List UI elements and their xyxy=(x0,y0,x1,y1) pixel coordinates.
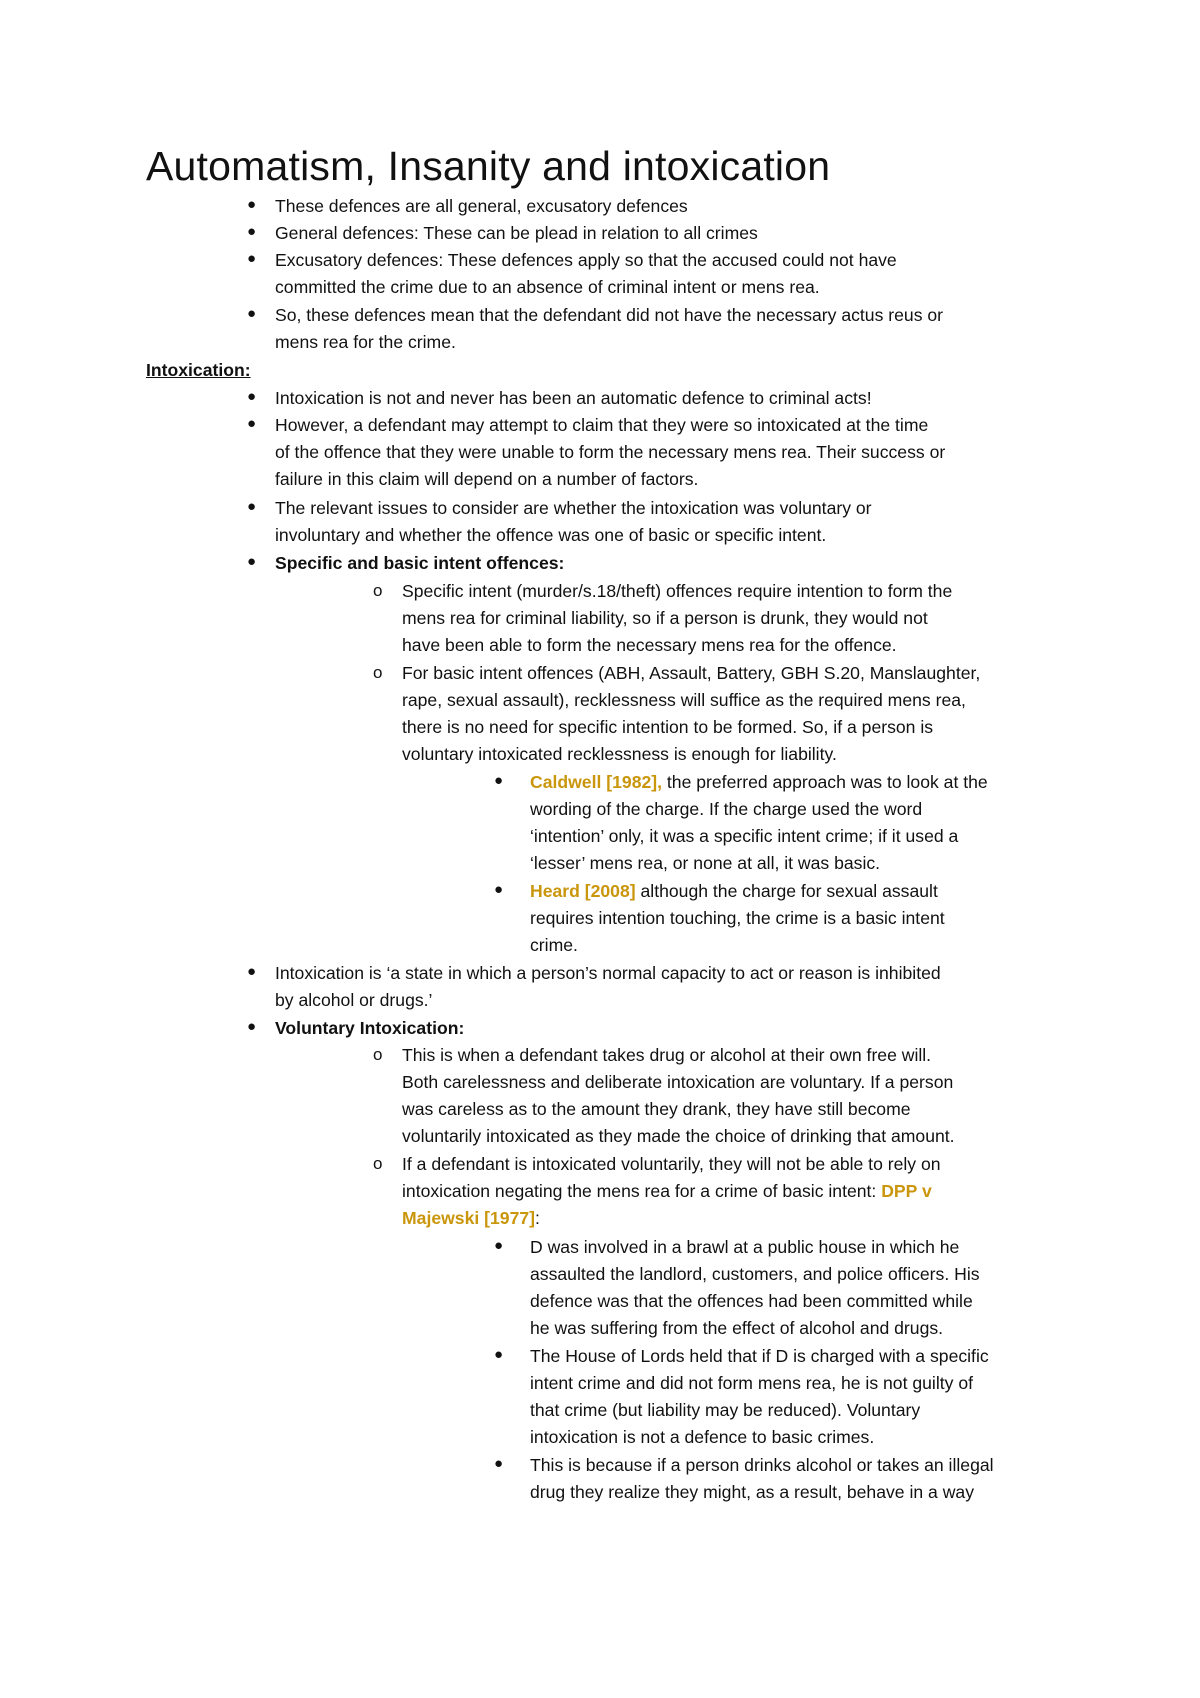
because-line: drug they realize they might, as a result, behave in a way xyxy=(530,1482,974,1502)
majewski-line xyxy=(402,1178,932,1205)
intro-line: committed the crime due to an absence of criminal intent or mens rea. xyxy=(275,277,820,297)
lords-line: The House of Lords held that if D is charged with a specific xyxy=(530,1346,989,1366)
subheading-voluntary: Voluntary Intoxication: xyxy=(275,1018,465,1038)
basic-line: voluntary intoxicated recklessness is enough for liability. xyxy=(402,744,837,764)
facts-line: he was suffering from the effect of alcohol and drugs. xyxy=(530,1318,944,1338)
intox-line: However, a defendant may attempt to claim that they were so intoxicated at the time xyxy=(275,415,929,435)
case-name-dpp: DPP v xyxy=(881,1181,932,1201)
caldwell-line xyxy=(530,769,988,796)
lords-line: intent crime and did not form mens rea, he is not guilty of xyxy=(530,1373,973,1393)
voluntary-line: voluntarily intoxicated as they made the choice of drinking that amount. xyxy=(402,1126,955,1146)
intox-line: failure in this claim will depend on a number of factors. xyxy=(275,469,699,489)
intox-line: The relevant issues to consider are whether the intoxication was voluntary or xyxy=(275,498,872,518)
intro-line: General defences: These can be plead in relation to all crimes xyxy=(275,223,758,243)
bullet-icon xyxy=(247,218,256,245)
majewski-colon: : xyxy=(535,1208,540,1228)
caldwell-line: wording of the charge. If the charge used the word xyxy=(530,799,923,819)
caldwell-line: ‘lesser’ mens rea, or none at all, it was basic. xyxy=(530,853,881,873)
intox-line: of the offence that they were unable to form the necessary mens rea. Their success or xyxy=(275,442,946,462)
basic-line: there is no need for specific intention to be formed. So, if a person is xyxy=(402,717,934,737)
facts-line: D was involved in a brawl at a public house in which he xyxy=(530,1237,960,1257)
specific-line: Specific intent (murder/s.18/theft) offences require intention to form the xyxy=(402,581,953,601)
definition-line: Intoxication is ‘a state in which a person’s normal capacity to act or reason is inhibited xyxy=(275,963,941,983)
bullet-icon xyxy=(247,958,256,985)
bullet-icon xyxy=(247,245,256,272)
voluntary-line: This is when a defendant takes drug or alcohol at their own free will. xyxy=(402,1045,932,1065)
majewski-line: If a defendant is intoxicated voluntarily, they will not be able to rely on xyxy=(402,1154,941,1174)
caldwell-line: ‘intention’ only, it was a specific intent crime; if it used a xyxy=(530,826,959,846)
voluntary-line: Both carelessness and deliberate intoxication are voluntary. If a person xyxy=(402,1072,954,1092)
document-title: Automatism, Insanity and intoxication xyxy=(146,143,831,189)
intro-line: Excusatory defences: These defences apply so that the accused could not have xyxy=(275,250,897,270)
subheading-specific-basic: Specific and basic intent offences: xyxy=(275,553,565,573)
bullet-icon xyxy=(247,191,256,218)
lords-line: that crime (but liability may be reduced). Voluntary xyxy=(530,1400,921,1420)
case-name-majewski: Majewski [1977] xyxy=(402,1208,536,1228)
because-line: This is because if a person drinks alcohol or takes an illegal xyxy=(530,1455,994,1475)
heard-line: crime. xyxy=(530,935,578,955)
intro-line: So, these defences mean that the defendant did not have the necessary actus reus or xyxy=(275,305,944,325)
definition-line: by alcohol or drugs.’ xyxy=(275,990,433,1010)
intro-line: These defences are all general, excusatory defences xyxy=(275,196,688,216)
bullet-icon xyxy=(494,1450,503,1477)
bullet-icon xyxy=(247,493,256,520)
bullet-icon xyxy=(247,300,256,327)
circle-bullet-icon xyxy=(373,1150,382,1178)
circle-bullet-icon xyxy=(373,577,382,605)
bullet-icon xyxy=(494,1341,503,1368)
bullet-icon xyxy=(247,410,256,437)
bullet-icon xyxy=(247,548,256,575)
facts-line: defence was that the offences had been committed while xyxy=(530,1291,973,1311)
circle-bullet-icon xyxy=(373,659,382,687)
basic-line: rape, sexual assault), recklessness will suffice as the required mens rea, xyxy=(402,690,966,710)
heard-line: requires intention touching, the crime is a basic intent xyxy=(530,908,945,928)
specific-line: have been able to form the necessary mens rea for the offence. xyxy=(402,635,897,655)
heard-line xyxy=(530,878,938,905)
case-name-heard: Heard [2008] xyxy=(530,881,636,901)
intox-line: involuntary and whether the offence was one of basic or specific intent. xyxy=(275,525,827,545)
basic-line: For basic intent offences (ABH, Assault, Battery, GBH S.20, Manslaughter, xyxy=(402,663,981,683)
majewski-text: intoxication negating the mens rea for a crime of basic intent: xyxy=(402,1181,882,1201)
bullet-icon xyxy=(494,767,503,794)
lords-line: intoxication is not a defence to basic crimes. xyxy=(530,1427,875,1447)
bullet-icon xyxy=(247,383,256,410)
circle-bullet-icon xyxy=(373,1041,382,1069)
caldwell-text: the preferred approach was to look at the xyxy=(662,772,988,792)
bullet-icon xyxy=(494,1232,503,1259)
bullet-icon xyxy=(247,1013,256,1040)
section-heading-intoxication: Intoxication: xyxy=(146,360,251,380)
facts-line: assaulted the landlord, customers, and police officers. His xyxy=(530,1264,980,1284)
case-name-caldwell: Caldwell [1982], xyxy=(530,772,663,792)
voluntary-line: was careless as to the amount they drank, they have still become xyxy=(402,1099,911,1119)
heard-text: although the charge for sexual assault xyxy=(635,881,938,901)
specific-line: mens rea for criminal liability, so if a person is drunk, they would not xyxy=(402,608,928,628)
bullet-icon xyxy=(494,876,503,903)
intox-line: Intoxication is not and never has been an automatic defence to criminal acts! xyxy=(275,388,872,408)
intro-line: mens rea for the crime. xyxy=(275,332,456,352)
majewski-line xyxy=(402,1205,540,1232)
